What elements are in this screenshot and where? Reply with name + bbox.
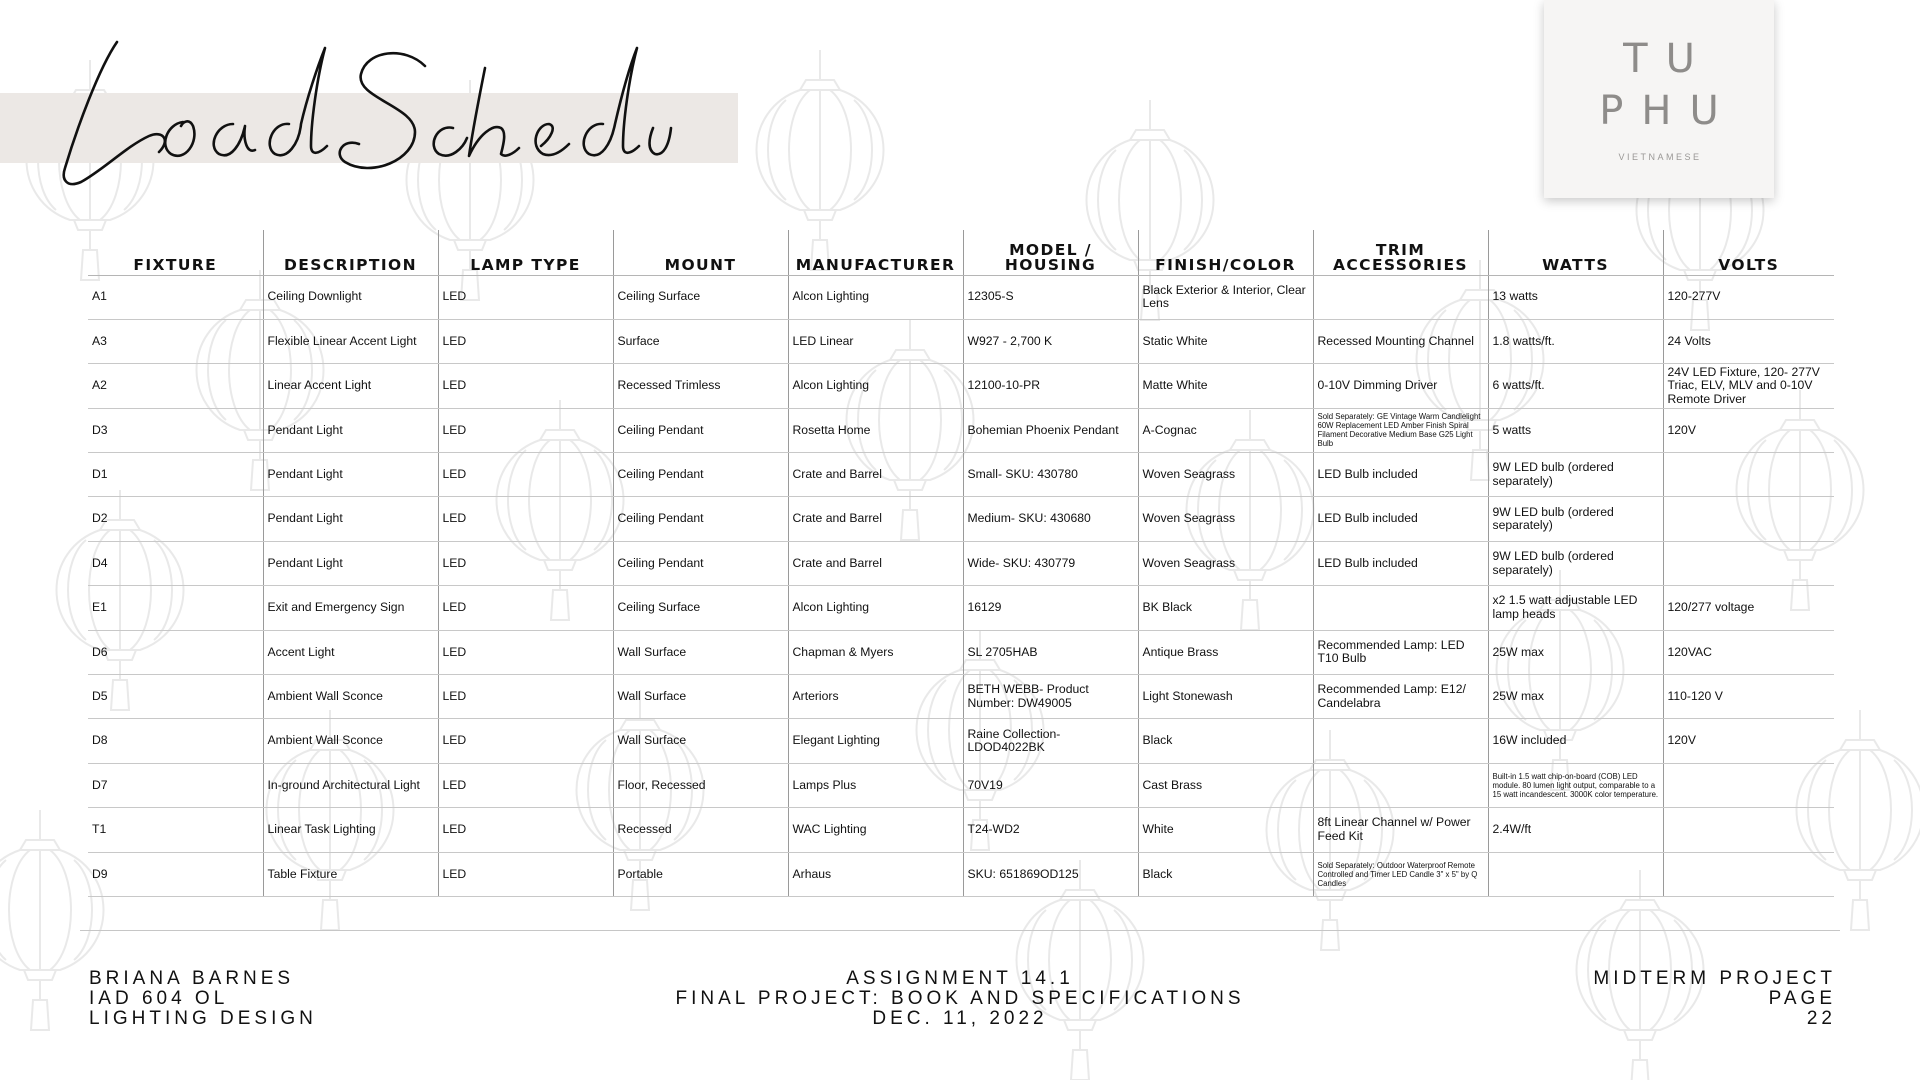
cell-lamp-type: LED [438,275,613,319]
cell-fixture: A2 [88,364,263,408]
page-title [55,28,675,208]
cell-lamp-type: LED [438,497,613,541]
cell-mount: Ceiling Pendant [613,497,788,541]
cell-finish-color: Woven Seagrass [1138,497,1313,541]
cell-model-housing: SL 2705HAB [963,630,1138,674]
cell-mount: Recessed Trimless [613,364,788,408]
cell-finish-color: Matte White [1138,364,1313,408]
cell-trim-accessories: Sold Separately: Outdoor Waterproof Remote Controlled and Timer LED Candle 3" x 5" by Q Candles [1313,852,1488,896]
table-row [88,275,1834,319]
cell-trim-accessories: LED Bulb included [1313,497,1488,541]
footer-assignment-title: FINAL PROJECT: BOOK AND SPECIFICATIONS [675,988,1245,1009]
cell-lamp-type: LED [438,541,613,585]
cell-watts: 2.4W/ft [1488,808,1663,852]
table-row [88,852,1834,896]
cell-finish-color: Black Exterior & Interior, Clear Lens [1138,275,1313,319]
header-model-housing: MODEL / HOUSING [963,230,1138,275]
cell-model-housing: Wide- SKU: 430779 [963,541,1138,585]
cell-manufacturer: Arhaus [788,852,963,896]
cell-lamp-type: LED [438,453,613,497]
cell-manufacturer: Crate and Barrel [788,453,963,497]
cell-description: Pendant Light [263,541,438,585]
footer-author-name: BRIANA BARNES [89,968,295,989]
cell-lamp-type: LED [438,763,613,807]
cell-model-housing: SKU: 651869OD125 [963,852,1138,896]
cell-watts: 25W max [1488,675,1663,719]
table-row [88,630,1834,674]
header-mount: MOUNT [613,230,788,275]
cell-volts: 24V LED Fixture, 120- 277V Triac, ELV, MLV and 0-10V Remote Driver [1663,364,1834,408]
cell-manufacturer: WAC Lighting [788,808,963,852]
cell-lamp-type: LED [438,719,613,763]
cell-volts: 120-277V [1663,275,1834,319]
cell-finish-color: Black [1138,852,1313,896]
cell-finish-color: Static White [1138,319,1313,363]
cell-description: Exit and Emergency Sign [263,586,438,630]
cell-finish-color: A-Cognac [1138,408,1313,452]
cell-manufacturer: Alcon Lighting [788,364,963,408]
cell-lamp-type: LED [438,808,613,852]
footer-assignment-number: ASSIGNMENT 14.1 [846,968,1074,989]
footer-assignment [560,969,1360,1029]
cell-trim-accessories: LED Bulb included [1313,541,1488,585]
cell-volts: 120/277 voltage [1663,586,1834,630]
cell-mount: Ceiling Pendant [613,453,788,497]
header-manufacturer: MANUFACTURER [788,230,963,275]
cell-manufacturer: Arteriors [788,675,963,719]
table-row [88,541,1834,585]
cell-description: Linear Task Lighting [263,808,438,852]
cell-fixture: D9 [88,852,263,896]
table-row [88,364,1834,408]
cell-description: Pendant Light [263,408,438,452]
cell-lamp-type: LED [438,586,613,630]
cell-trim-accessories [1313,275,1488,319]
cell-volts [1663,541,1834,585]
cell-trim-accessories: 8ft Linear Channel w/ Power Feed Kit [1313,808,1488,852]
table-row [88,586,1834,630]
cell-watts: 1.8 watts/ft. [1488,319,1663,363]
cell-fixture: T1 [88,808,263,852]
cell-finish-color: White [1138,808,1313,852]
cell-lamp-type: LED [438,319,613,363]
header-volts: VOLTS [1663,230,1834,275]
cell-trim-accessories [1313,586,1488,630]
cell-mount: Ceiling Pendant [613,408,788,452]
cell-trim-accessories [1313,763,1488,807]
table-row [88,408,1834,452]
cell-fixture: A1 [88,275,263,319]
logo-text-phu: PHU [1599,88,1737,134]
cell-trim-accessories: 0-10V Dimming Driver [1313,364,1488,408]
cell-fixture: E1 [88,586,263,630]
cell-watts: 9W LED bulb (ordered separately) [1488,541,1663,585]
cell-mount: Ceiling Surface [613,586,788,630]
header-description: DESCRIPTION [263,230,438,275]
cell-watts: 16W included [1488,719,1663,763]
load-schedule-table [88,230,1834,897]
cell-trim-accessories: Recessed Mounting Channel [1313,319,1488,363]
cell-mount: Wall Surface [613,675,788,719]
cell-model-housing: T24-WD2 [963,808,1138,852]
cell-mount: Surface [613,319,788,363]
cell-watts: 13 watts [1488,275,1663,319]
cell-volts: 110-120 V [1663,675,1834,719]
cell-manufacturer: Rosetta Home [788,408,963,452]
cell-volts [1663,852,1834,896]
cell-model-housing: W927 - 2,700 K [963,319,1138,363]
cell-model-housing: Bohemian Phoenix Pendant [963,408,1138,452]
table-header-row [88,230,1834,275]
cell-mount: Ceiling Surface [613,275,788,319]
header-finish-color: FINISH/COLOR [1138,230,1313,275]
table-row [88,453,1834,497]
cell-watts: 25W max [1488,630,1663,674]
cell-watts: 9W LED bulb (ordered separately) [1488,497,1663,541]
cell-volts: 24 Volts [1663,319,1834,363]
table-row [88,719,1834,763]
cell-lamp-type: LED [438,675,613,719]
cell-volts [1663,497,1834,541]
cell-trim-accessories: Recommended Lamp: E12/ Candelabra [1313,675,1488,719]
cell-description: Ambient Wall Sconce [263,675,438,719]
cell-model-housing: 70V19 [963,763,1138,807]
cell-trim-accessories: Sold Separately: GE Vintage Warm Candlelight 60W Replacement LED Amber Finish Spiral Filament Decorative Medium Base G25 Light Bulb [1313,408,1488,452]
cell-manufacturer: LED Linear [788,319,963,363]
cell-finish-color: Woven Seagrass [1138,541,1313,585]
cell-model-housing: 12305-S [963,275,1138,319]
cell-fixture: D8 [88,719,263,763]
footer-divider [80,930,1840,931]
table-row [88,763,1834,807]
cell-description: Linear Accent Light [263,364,438,408]
cell-fixture: D7 [88,763,263,807]
cell-volts: 120V [1663,408,1834,452]
cell-mount: Ceiling Pendant [613,541,788,585]
footer-course: IAD 604 OL [89,988,229,1009]
cell-watts: 5 watts [1488,408,1663,452]
cell-model-housing: Medium- SKU: 430680 [963,497,1138,541]
cell-watts [1488,852,1663,896]
header-lamp-type: LAMP TYPE [438,230,613,275]
header-watts: WATTS [1488,230,1663,275]
cell-volts [1663,763,1834,807]
cell-model-housing: Small- SKU: 430780 [963,453,1138,497]
cell-model-housing: 16129 [963,586,1138,630]
cell-lamp-type: LED [438,408,613,452]
cell-finish-color: Woven Seagrass [1138,453,1313,497]
cell-fixture: D4 [88,541,263,585]
cell-fixture: D6 [88,630,263,674]
cell-manufacturer: Alcon Lighting [788,586,963,630]
footer-date: DEC. 11, 2022 [872,1008,1048,1029]
cell-manufacturer: Alcon Lighting [788,275,963,319]
cell-volts [1663,453,1834,497]
cell-description: Ambient Wall Sconce [263,719,438,763]
footer-author [89,969,317,1029]
table-row [88,675,1834,719]
cell-fixture: D1 [88,453,263,497]
cell-mount: Floor, Recessed [613,763,788,807]
cell-finish-color: Antique Brass [1138,630,1313,674]
table-row [88,497,1834,541]
cell-manufacturer: Crate and Barrel [788,497,963,541]
cell-manufacturer: Lamps Plus [788,763,963,807]
table-row [88,808,1834,852]
cell-finish-color: Black [1138,719,1313,763]
cell-manufacturer: Chapman & Myers [788,630,963,674]
cell-description: Accent Light [263,630,438,674]
cell-description: Ceiling Downlight [263,275,438,319]
cell-model-housing: BETH WEBB- Product Number: DW49005 [963,675,1138,719]
cell-manufacturer: Crate and Barrel [788,541,963,585]
table-body [88,275,1834,896]
cell-mount: Recessed [613,808,788,852]
cell-watts: 9W LED bulb (ordered separately) [1488,453,1663,497]
logo-text-tu: TU [1623,36,1713,82]
cell-watts: 6 watts/ft. [1488,364,1663,408]
cell-lamp-type: LED [438,852,613,896]
cell-trim-accessories: LED Bulb included [1313,453,1488,497]
cell-finish-color: BK Black [1138,586,1313,630]
cell-description: Pendant Light [263,497,438,541]
logo-subtitle: VIETNAMESE [1618,152,1702,162]
header-trim-accessories: TRIM ACCESSORIES [1313,230,1488,275]
footer-course-name: LIGHTING DESIGN [89,1008,317,1029]
cell-description: Pendant Light [263,453,438,497]
header-fixture: FIXTURE [88,230,263,275]
cell-manufacturer: Elegant Lighting [788,719,963,763]
footer-page-info [1593,969,1836,1029]
cell-trim-accessories: Recommended Lamp: LED T10 Bulb [1313,630,1488,674]
cell-watts: Built-in 1.5 watt chip-on-board (COB) LED module. 80 lumen light output, comparable to a 15 watt incandescent. 3000K color temperature. [1488,763,1663,807]
cell-fixture: D3 [88,408,263,452]
cell-watts: x2 1.5 watt adjustable LED lamp heads [1488,586,1663,630]
cell-trim-accessories [1313,719,1488,763]
cell-description: Flexible Linear Accent Light [263,319,438,363]
cell-model-housing: Raine Collection- LDOD4022BK [963,719,1138,763]
cell-lamp-type: LED [438,630,613,674]
cell-fixture: D5 [88,675,263,719]
table-row [88,319,1834,363]
footer-page-number: 22 [1806,1008,1836,1029]
cell-model-housing: 12100-10-PR [963,364,1138,408]
cell-mount: Portable [613,852,788,896]
cell-volts: 120VAC [1663,630,1834,674]
cell-finish-color: Light Stonewash [1138,675,1313,719]
cell-description: Table Fixture [263,852,438,896]
logo-card [1544,0,1774,198]
footer-page-label: PAGE [1768,988,1836,1009]
cell-mount: Wall Surface [613,719,788,763]
cell-finish-color: Cast Brass [1138,763,1313,807]
cell-description: In-ground Architectural Light [263,763,438,807]
cell-fixture: A3 [88,319,263,363]
cell-volts: 120V [1663,719,1834,763]
cell-lamp-type: LED [438,364,613,408]
cell-mount: Wall Surface [613,630,788,674]
footer-project: MIDTERM PROJECT [1593,968,1836,989]
cell-fixture: D2 [88,497,263,541]
cell-volts [1663,808,1834,852]
